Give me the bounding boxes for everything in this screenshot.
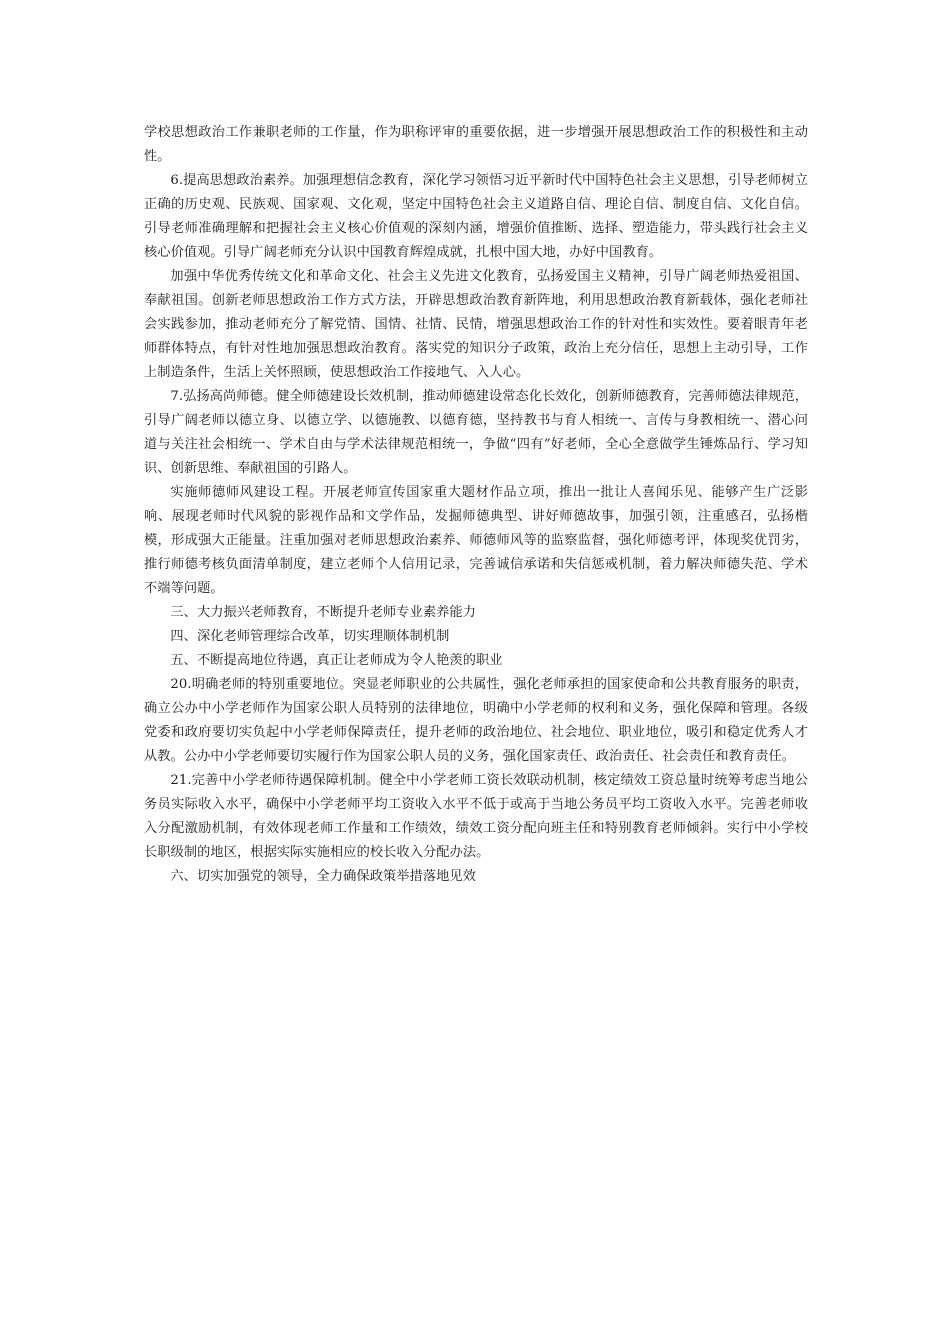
section-heading-3: 三、大力振兴老师教育，不断提升老师专业素养能力 [170, 605, 477, 620]
paragraph-political-literacy: 6.提高思想政治素养。加强理想信念教育，深化学习领悟习近平新时代中国特色社会主义思想，引导老师树立正确的历史观、民族观、国家观、文化观，坚定中国特色社会主义道路自信、理论自信、制度自信、文化自信。引导老师准确理解和把握社会主义核心价值观的深刻内涵，增强价值推断、选择、塑造能力，带头践行社会主义核心价值观。引导广阔老师充分认识中国教育辉煌成就，扎根中国大地，办好中国教育。 [144, 173, 808, 260]
section-heading-4: 四、深化老师管理综合改革，切实理顺体制机制 [170, 629, 450, 644]
paragraph-teacher-ethics: 7.弘扬高尚师德。健全师德建设长效机制，推动师德建设常态化长效化，创新师德教育，完善师德法律规范，引导广阔老师以德立身、以德立学、以德施教、以德育德，坚持教书与育人相统一、言传与身教相统一、潜心问道与关注社会相统一、学术自由与学术法律规范相统一，争做“四有”好老师，全心全意做学生锤炼品行、学习知识、创新思维、奉献祖国的引路人。 [144, 389, 808, 476]
paragraph-teacher-status: 20.明确老师的特别重要地位。突显老师职业的公共属性，强化老师承担的国家使命和公共教育服务的职责，确立公办中小学老师作为国家公职人员特别的法律地位，明确中小学老师的权利和义务，强化保障和管理。各级党委和政府要切实负起中小学老师保障责任，提升老师的政治地位、社会地位、职业地位，吸引和稳定优秀人才从教。公办中小学老师要切实履行作为国家公职人员的义务，强化国家责任、政治责任、社会责任和教育责任。 [144, 677, 808, 764]
section-heading-5: 五、不断提高地位待遇，真正让老师成为令人艳羡的职业 [170, 653, 503, 668]
section-heading-6: 六、切实加强党的领导，全力确保政策举措落地见效 [170, 869, 477, 884]
paragraph-salary-guarantee: 21.完善中小学老师待遇保障机制。健全中小学老师工资长效联动机制，核定绩效工资总量时统筹考虑当地公务员实际收入水平，确保中小学老师平均工资收入水平不低于或高于当地公务员平均工资收入水平。完善老师收入分配激励机制，有效体现老师工作量和工作绩效，绩效工资分配向班主任和特别教育老师倾斜。实行中小学校长职级制的地区，根据实际实施相应的校长收入分配办法。 [144, 773, 808, 860]
paragraph-ethics-project: 实施师德师风建设工程。开展老师宣传国家重大题材作品立项，推出一批让人喜闻乐见、能够产生广泛影响、展现老师时代风貌的影视作品和文学作品，发掘师德典型、讲好师德故事，加强引领，注重感召，弘扬楷模，形成强大正能量。注重加强对老师思想政治素养、师德师风等的监察监督，强化师德考评，体现奖优罚劣，推行师德考核负面清单制度，建立老师个人信用记录，完善诚信承诺和失信惩戒机制，着力解决师德失范、学术不端等问题。 [144, 485, 808, 596]
document-body [144, 121, 808, 889]
paragraph-continuation: 学校思想政治工作兼职老师的工作量，作为职称评审的重要依据，进一步增强开展思想政治工作的积极性和主动性。 [144, 125, 808, 164]
paragraph-culture-education: 加强中华优秀传统文化和革命文化、社会主义先进文化教育，弘扬爱国主义精神，引导广阔老师热爱祖国、奉献祖国。创新老师思想政治工作方式方法，开辟思想政治教育新阵地，利用思想政治教育新载体，强化老师社会实践参加，推动老师充分了解党情、国情、社情、民情，增强思想政治工作的针对性和实效性。要着眼青年老师群体特点，有针对性地加强思想政治教育。落实党的知识分子政策，政治上充分信任，思想上主动引导，工作上制造条件，生活上关怀照顾，使思想政治工作接地气、入人心。 [144, 269, 808, 380]
